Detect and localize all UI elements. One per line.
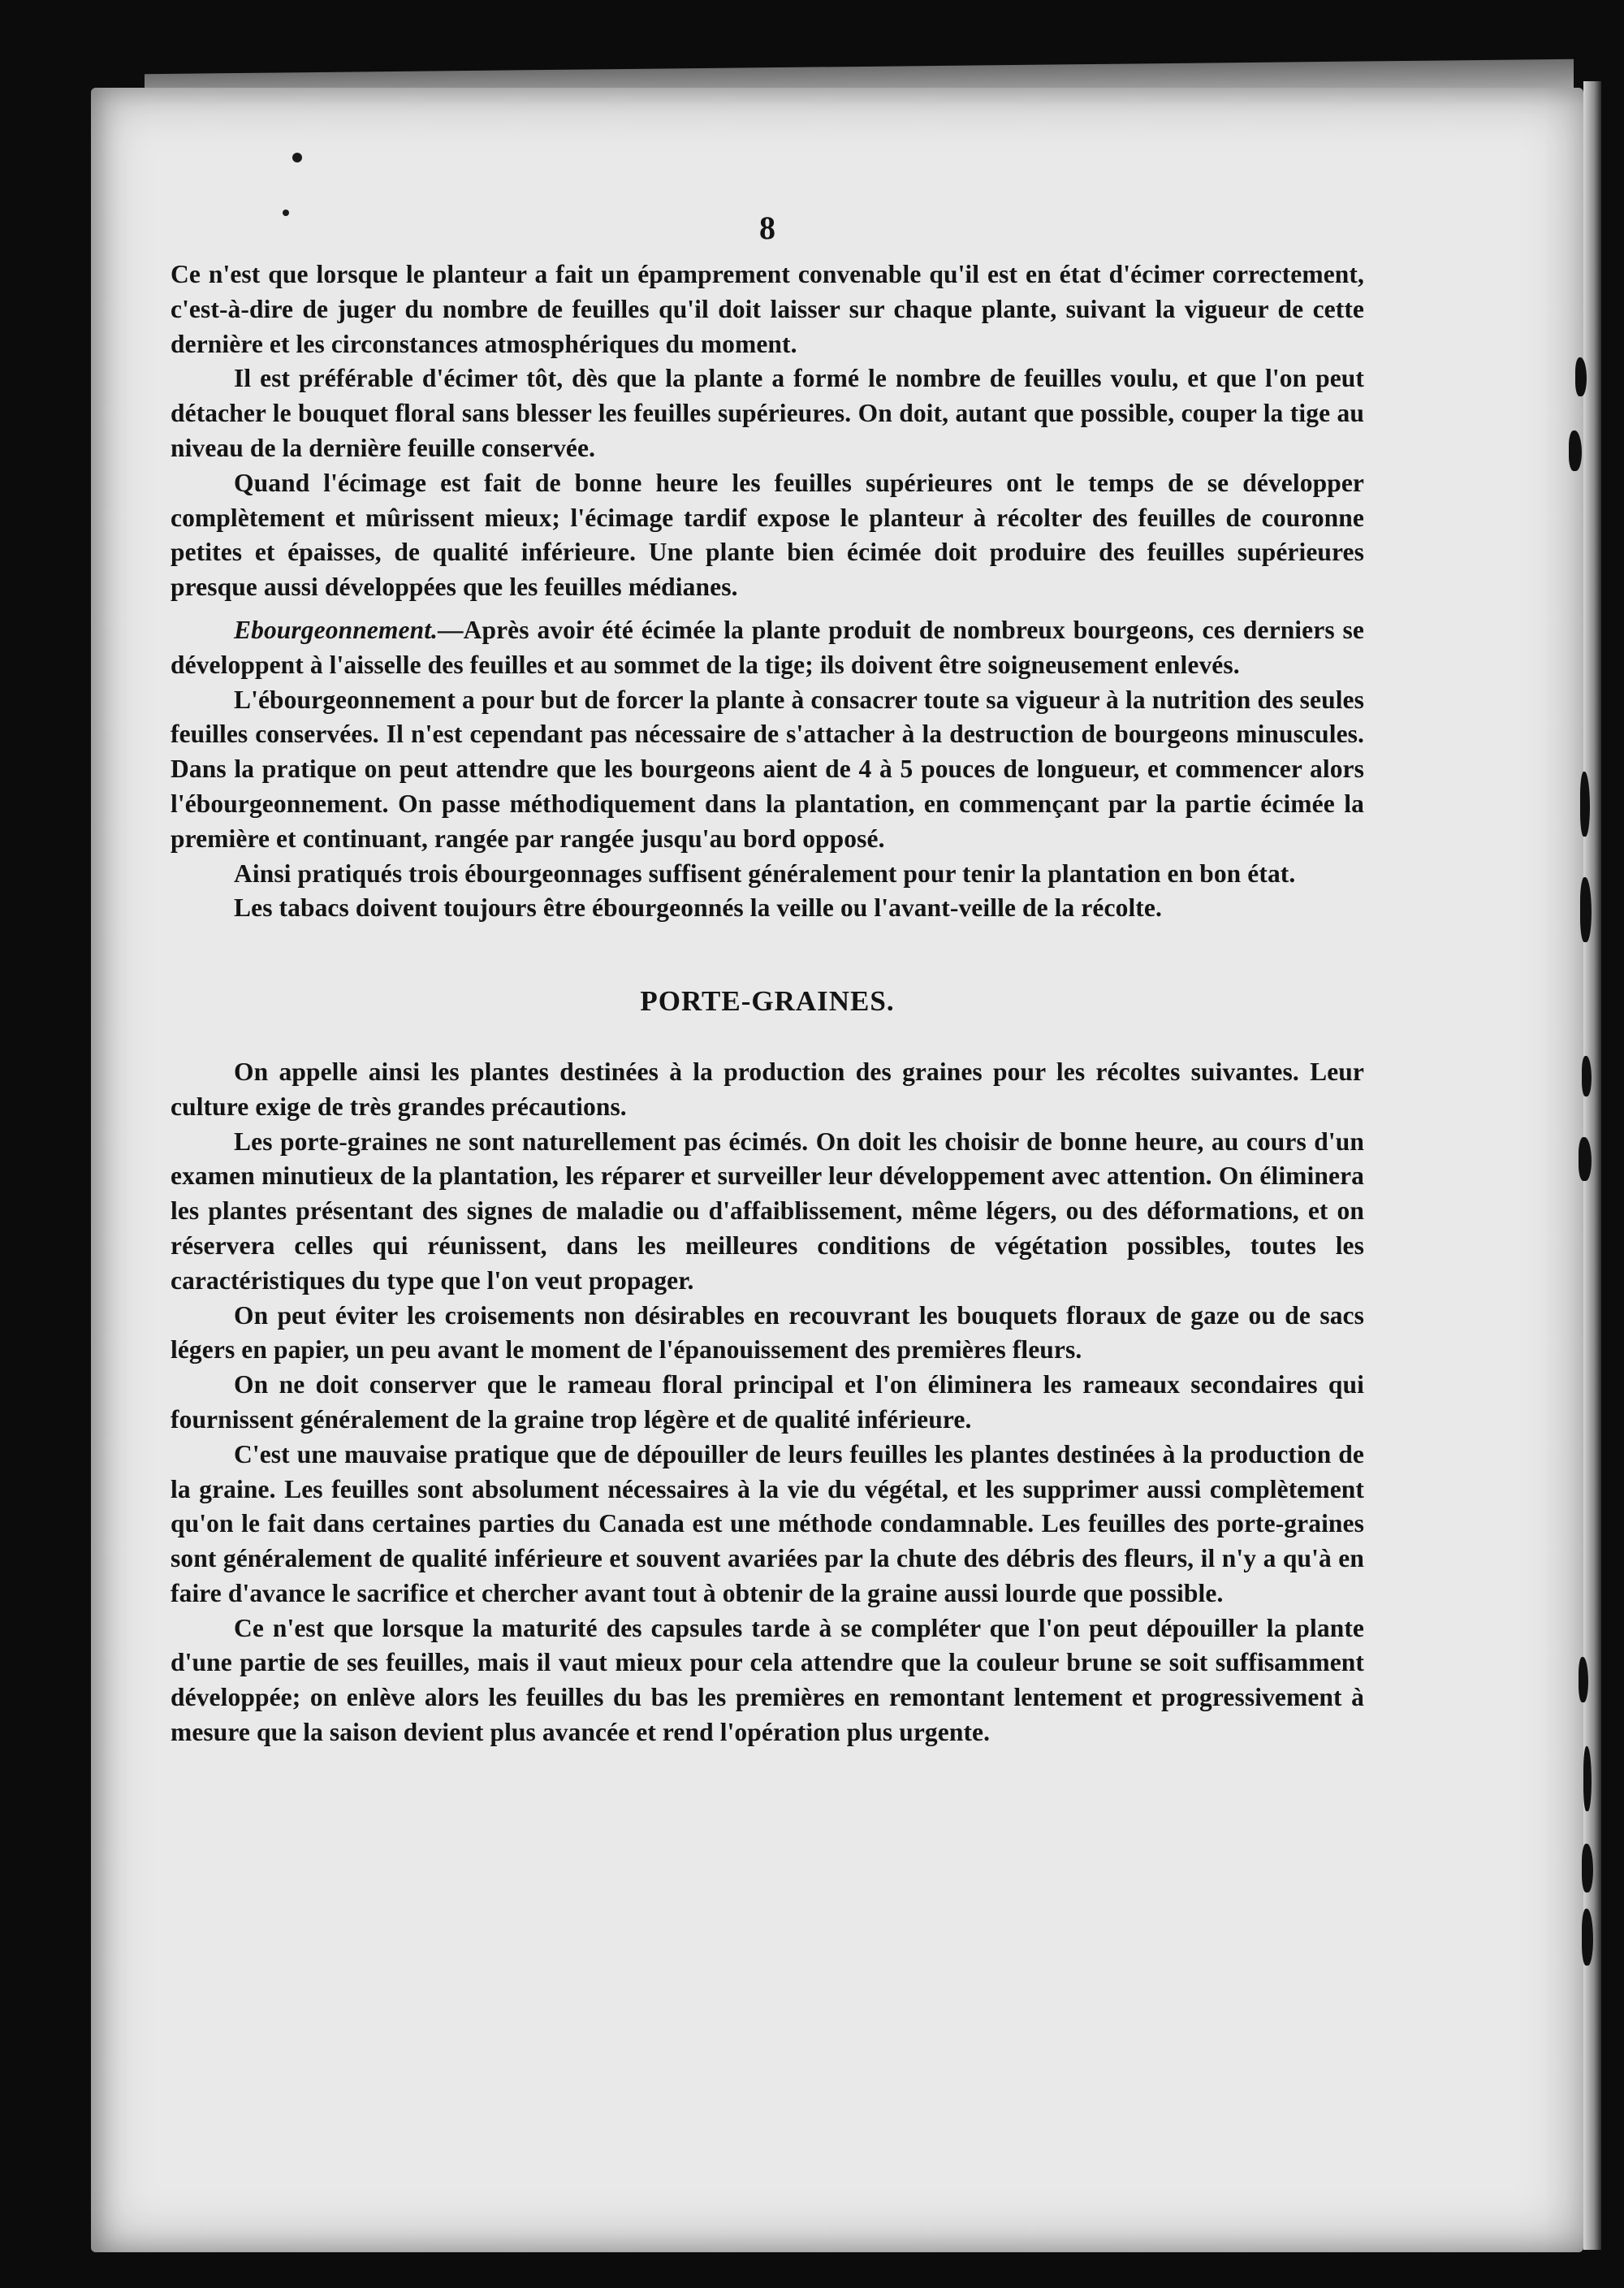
paragraph: C'est une mauvaise pratique que de dépouiller de leurs feuilles les plantes destinées à la production de la graine. Les feuilles sont absolument nécessaires à la vie du végétal, et les supprimer aussi complètement qu'on le fait dans certaines parties du Canada est une méthode condamnable. Les feuilles des porte-graines sont généralement de qualité inférieure et souvent avariées par la chute des débris des fleurs, il n'y a qu'à en faire d'avance le sacrifice et chercher avant tout à obtenir de la graine aussi lourde que possible.: [171, 1439, 1364, 1607]
document-text: [171, 207, 1364, 1750]
margin-dot: [292, 153, 302, 162]
page-number: 8: [758, 210, 776, 246]
paragraph: Quand l'écimage est fait de bonne heure les feuilles supérieures ont le temps de se développer complètement et mûrissent mieux; l'écimage tardif expose le planteur à récolter des feuilles de couronne petites et épaisses, de qualité inférieure. Une plante bien écimée doit produire des feuilles supérieures presque aussi développées que les feuilles médianes.: [171, 468, 1364, 602]
paragraph: Il est préférable d'écimer tôt, dès que la plante a formé le nombre de feuilles voulu, et que l'on peut détacher le bouquet floral sans blesser les feuilles supérieures. On doit, autant que possible, couper la tige au niveau de la dernière feuille conservée.: [171, 364, 1364, 462]
paragraph: Ce n'est que lorsque le planteur a fait un épamprement convenable qu'il est en état d'écimer correctement, c'est-à-dire de juger du nombre de feuilles qu'il doit laisser sur chaque plante, suivant la vigueur de cette dernière et les circonstances atmosphériques du moment.: [171, 260, 1364, 358]
binding-mark: [1582, 1056, 1592, 1096]
paragraph: On peut éviter les croisements non désirables en recouvrant les bouquets floraux de gaze ou de sacs légers en papier, un peu avant le moment de l'épanouissement des premières fleurs.: [171, 1300, 1364, 1365]
section-heading: PORTE-GRAINES.: [640, 985, 895, 1018]
paragraph-ebourgeonnement: [171, 613, 1364, 683]
paragraph: Les tabacs doivent toujours être ébourgeonnés la veille ou l'avant-veille de la récolte.: [234, 893, 1162, 923]
binding-mark: [1575, 357, 1587, 396]
paragraph: L'ébourgeonnement a pour but de forcer la plante à consacrer toute sa vigueur à la nutrition des seules feuilles conservées. Il n'est cependant pas nécessaire de s'attacher à la destruction de bourgeons minuscules. Dans la pratique on peut attendre que les bourgeons aient de 4 à 5 pouces de longueur, et commencer alors l'ébourgeonnement. On passe méthodiquement dans la plantation, en commençant par la partie écimée la première et continuant, rangée par rangée jusqu'au bord opposé.: [171, 685, 1364, 853]
inline-heading: Ebourgeonnement.: [234, 615, 438, 644]
binding-mark: [1569, 430, 1582, 471]
paragraph: On ne doit conserver que le rameau floral principal et l'on éliminera les rameaux secondaires qui fournissent généralement de la graine trop légère et de qualité inférieure.: [171, 1370, 1364, 1434]
paragraph: On appelle ainsi les plantes destinées à la production des graines pour les récoltes suivantes. Leur culture exige de très grandes précautions.: [171, 1057, 1364, 1121]
paragraph: Ce n'est que lorsque la maturité des capsules tarde à se compléter que l'on peut dépouiller la plante d'une partie de ses feuilles, mais il vaut mieux pour cela attendre que la couleur brune se soit suffisamment développée; on enlève alors les feuilles du bas les premières en remontant lentement et progressivement à mesure que la saison devient plus avancée et rend l'opération plus urgente.: [171, 1613, 1364, 1747]
paragraph: Ainsi pratiqués trois ébourgeonnages suffisent généralement pour tenir la plantation en bon état.: [234, 859, 1296, 888]
paragraph: Les porte-graines ne sont naturellement pas écimés. On doit les choisir de bonne heure, au cours d'un examen minutieux de la plantation, les réparer et surveiller leur développement avec attention. On éliminera les plantes présentant des signes de maladie ou d'affaiblissement, même légers, ou des déformations, et on réservera celles qui réunissent, dans les meilleures conditions de végétation possibles, toutes les caractéristiques du type que l'on veut propager.: [171, 1127, 1364, 1295]
paragraph-text: —Après avoir été écimée la plante produit de nombreux bourgeons, ces derniers se développent à l'aisselle des feuilles et au sommet de la tige; ils doivent être soigneusement enlevés.: [171, 615, 1364, 679]
